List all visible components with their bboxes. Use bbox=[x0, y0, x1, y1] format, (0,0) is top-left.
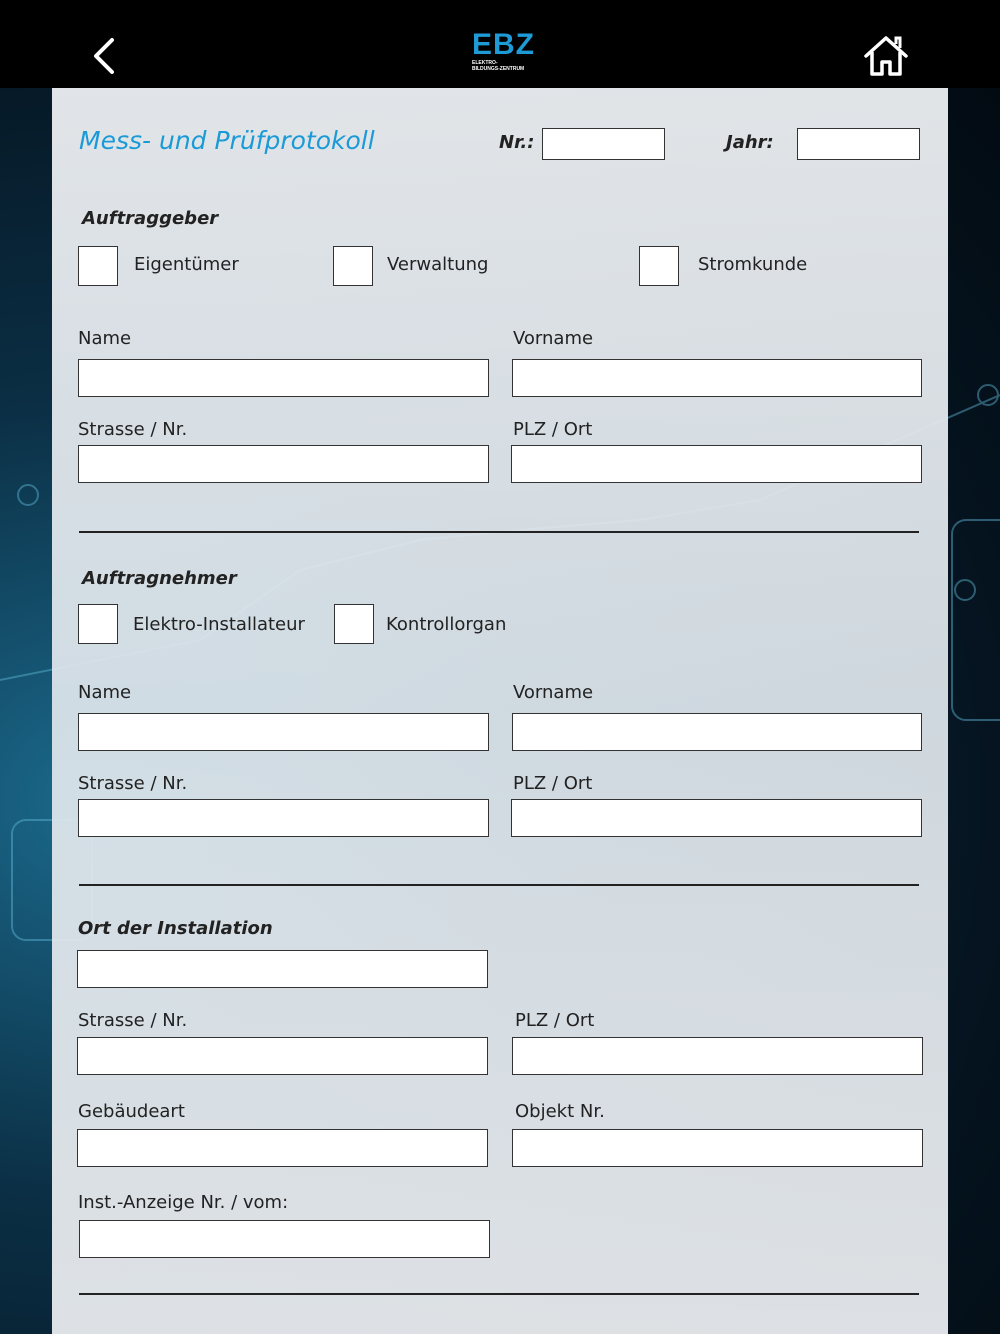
logo-mark bbox=[472, 30, 535, 60]
section-divider bbox=[79, 884, 919, 886]
auftraggeber-plz-label: PLZ / Ort bbox=[513, 419, 593, 440]
section-divider bbox=[79, 531, 919, 533]
logo-subtitle bbox=[472, 60, 542, 72]
kontrollorgan-label: Kontrollorgan bbox=[386, 614, 507, 635]
auftraggeber-heading: Auftraggeber bbox=[82, 208, 219, 229]
objekt-nr-field[interactable] bbox=[512, 1129, 923, 1167]
auftraggeber-name-field[interactable] bbox=[78, 359, 489, 397]
installation-plz-field[interactable] bbox=[512, 1037, 923, 1075]
jahr-label: Jahr: bbox=[726, 132, 774, 153]
nr-field[interactable] bbox=[542, 128, 665, 160]
auftragnehmer-heading: Auftragnehmer bbox=[82, 568, 237, 589]
installation-plz-label: PLZ / Ort bbox=[515, 1010, 595, 1031]
verwaltung-checkbox[interactable] bbox=[333, 246, 373, 286]
elektro-installateur-label: Elektro-Installateur bbox=[133, 614, 305, 635]
nr-label: Nr.: bbox=[499, 132, 535, 153]
inst-anzeige-field[interactable] bbox=[79, 1220, 490, 1258]
auftragnehmer-plz-label: PLZ / Ort bbox=[513, 773, 593, 794]
auftragnehmer-strasse-label: Strasse / Nr. bbox=[78, 773, 188, 794]
form-title: Mess- und Prüfprotokoll bbox=[79, 126, 375, 155]
installation-strasse-label: Strasse / Nr. bbox=[78, 1010, 188, 1031]
elektro-installateur-checkbox[interactable] bbox=[78, 604, 118, 644]
form-panel bbox=[52, 88, 948, 1334]
auftragnehmer-name-label: Name bbox=[78, 682, 132, 703]
auftragnehmer-plz-field[interactable] bbox=[511, 799, 922, 837]
logo-text: EBZ bbox=[472, 28, 535, 61]
objekt-nr-label: Objekt Nr. bbox=[515, 1101, 605, 1122]
auftraggeber-vorname-field[interactable] bbox=[512, 359, 922, 397]
inst-anzeige-label: Inst.-Anzeige Nr. / vom: bbox=[78, 1192, 289, 1213]
chevron-left-icon bbox=[88, 32, 128, 80]
installation-strasse-field[interactable] bbox=[77, 1037, 488, 1075]
kontrollorgan-checkbox[interactable] bbox=[334, 604, 374, 644]
auftragnehmer-name-field[interactable] bbox=[78, 713, 489, 751]
logo-subtitle-line2: BILDUNGS-ZENTRUM bbox=[472, 66, 525, 72]
installation-heading: Ort der Installation bbox=[78, 918, 273, 939]
ebz-logo bbox=[470, 30, 540, 78]
auftraggeber-strasse-label: Strasse / Nr. bbox=[78, 419, 188, 440]
auftragnehmer-vorname-field[interactable] bbox=[512, 713, 922, 751]
installation-ort-field[interactable] bbox=[77, 950, 488, 988]
auftraggeber-vorname-label: Vorname bbox=[513, 328, 594, 349]
auftraggeber-plz-field[interactable] bbox=[511, 445, 922, 483]
top-navigation-bar bbox=[0, 0, 1000, 88]
auftragnehmer-strasse-field[interactable] bbox=[78, 799, 489, 837]
auftraggeber-strasse-field[interactable] bbox=[78, 445, 489, 483]
auftraggeber-name-label: Name bbox=[78, 328, 132, 349]
gebaeudeart-field[interactable] bbox=[77, 1129, 488, 1167]
home-button[interactable] bbox=[860, 32, 912, 80]
eigentuemer-label: Eigentümer bbox=[134, 254, 239, 275]
home-icon bbox=[860, 32, 912, 80]
auftragnehmer-vorname-label: Vorname bbox=[513, 682, 594, 703]
stromkunde-checkbox[interactable] bbox=[639, 246, 679, 286]
back-button[interactable] bbox=[88, 32, 128, 80]
gebaeudeart-label: Gebäudeart bbox=[78, 1101, 185, 1122]
logo-subtitle-line1: ELEKTRO- bbox=[472, 60, 498, 66]
jahr-field[interactable] bbox=[797, 128, 920, 160]
verwaltung-label: Verwaltung bbox=[387, 254, 489, 275]
section-divider bbox=[79, 1293, 919, 1295]
stromkunde-label: Stromkunde bbox=[698, 254, 808, 275]
eigentuemer-checkbox[interactable] bbox=[78, 246, 118, 286]
